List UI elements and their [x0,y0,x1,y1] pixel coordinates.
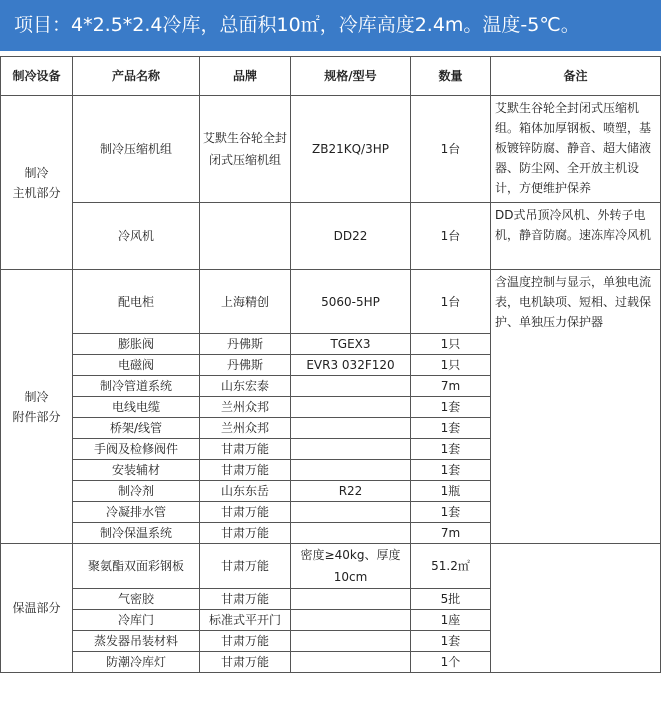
row-product: 防潮冷库灯 [73,652,200,673]
table-row [1,544,661,589]
row-product: 聚氨酯双面彩钢板 [73,544,200,589]
row-brand: 标准式平开门 [200,610,291,631]
table-row [1,96,661,203]
row-spec [291,631,411,652]
row-brand: 甘肃万能 [200,502,291,523]
row-spec [291,376,411,397]
row-qty: 7m [411,523,491,544]
row-product: 手阀及检修阀件 [73,439,200,460]
row-product: 气密胶 [73,589,200,610]
row-brand: 艾默生谷轮全封闭式压缩机组 [200,96,291,203]
row-note: 艾默生谷轮全封闭式压缩机组。箱体加厚钢板、喷塑，基板镀锌防腐、静音、超大储液器、防尘网、全开放主机设计，方便维护保养 [491,96,661,203]
row-brand: 山东东岳 [200,481,291,502]
header-brand: 品牌 [200,57,291,96]
table-row [1,270,661,334]
header-qty: 数量 [411,57,491,96]
row-qty: 1台 [411,270,491,334]
row-spec: TGEX3 [291,334,411,355]
header-note: 备注 [491,57,661,96]
row-note-empty [491,544,661,673]
row-qty: 1套 [411,502,491,523]
row-spec [291,523,411,544]
project-title: 项目：4*2.5*2.4冷库，总面积10㎡，冷库高度2.4m。温度-5℃。 [14,14,580,36]
row-qty: 1座 [411,610,491,631]
equipment-table [0,56,661,673]
row-spec [291,652,411,673]
row-spec: 5060-5HP [291,270,411,334]
row-note: 含温度控制与显示，单独电流表，电机缺项、短相、过载保护、单独压力保护器 [491,270,661,544]
row-brand: 甘肃万能 [200,439,291,460]
row-qty: 1个 [411,652,491,673]
row-spec: R22 [291,481,411,502]
row-spec: DD22 [291,203,411,270]
row-brand: 甘肃万能 [200,589,291,610]
row-brand: 甘肃万能 [200,460,291,481]
row-spec [291,397,411,418]
row-product: 电线电缆 [73,397,200,418]
row-brand: 山东宏泰 [200,376,291,397]
group-accessory-label: 制冷 附件部分 [1,270,73,544]
row-spec [291,418,411,439]
header-spec: 规格/型号 [291,57,411,96]
row-product: 蒸发器吊装材料 [73,631,200,652]
row-brand: 甘肃万能 [200,544,291,589]
row-qty: 1套 [411,460,491,481]
row-brand: 上海精创 [200,270,291,334]
row-spec [291,502,411,523]
row-brand: 丹佛斯 [200,334,291,355]
row-qty: 1套 [411,631,491,652]
row-product: 配电柜 [73,270,200,334]
row-spec [291,460,411,481]
row-brand: 丹佛斯 [200,355,291,376]
row-qty: 1台 [411,203,491,270]
row-product: 冷库门 [73,610,200,631]
table-header-row [1,57,661,96]
row-brand: 甘肃万能 [200,523,291,544]
row-qty: 7m [411,376,491,397]
row-product: 制冷管道系统 [73,376,200,397]
group-main-label: 制冷 主机部分 [1,96,73,270]
row-qty: 1套 [411,439,491,460]
row-brand: 兰州众邦 [200,397,291,418]
row-qty: 51.2㎡ [411,544,491,589]
row-product: 膨胀阀 [73,334,200,355]
row-spec [291,439,411,460]
row-spec: EVR3 032F120 [291,355,411,376]
row-brand: 甘肃万能 [200,631,291,652]
row-note: DD式吊顶冷风机、外转子电机，静音防腐。速冻库冷风机 [491,203,661,270]
row-spec [291,589,411,610]
row-brand [200,203,291,270]
row-brand: 兰州众邦 [200,418,291,439]
row-product: 桥架/线管 [73,418,200,439]
row-qty: 1只 [411,334,491,355]
row-spec [291,610,411,631]
row-qty: 1台 [411,96,491,203]
row-spec: 密度≥40kg、厚度10cm [291,544,411,589]
project-banner [0,0,661,51]
row-product: 冷风机 [73,203,200,270]
row-product: 电磁阀 [73,355,200,376]
group-insulation-label: 保温部分 [1,544,73,673]
row-product: 冷凝排水管 [73,502,200,523]
row-qty: 1瓶 [411,481,491,502]
row-product: 制冷压缩机组 [73,96,200,203]
row-qty: 1只 [411,355,491,376]
row-product: 安装辅材 [73,460,200,481]
row-product: 制冷保温系统 [73,523,200,544]
header-product: 产品名称 [73,57,200,96]
row-qty: 1套 [411,397,491,418]
header-category: 制冷设备 [1,57,73,96]
row-brand: 甘肃万能 [200,652,291,673]
row-qty: 1套 [411,418,491,439]
table-row [1,203,661,270]
row-spec: ZB21KQ/3HP [291,96,411,203]
row-qty: 5批 [411,589,491,610]
row-product: 制冷剂 [73,481,200,502]
